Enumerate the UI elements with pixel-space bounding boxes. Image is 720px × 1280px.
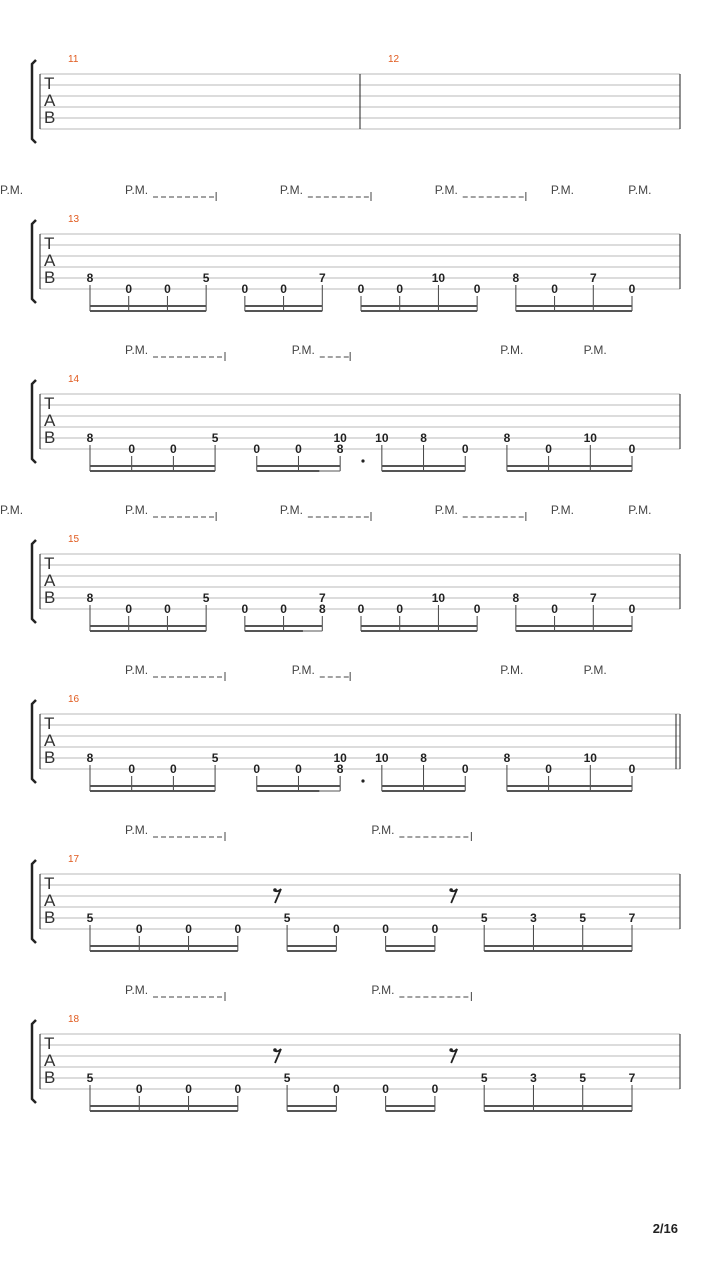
- fret-number: 0: [333, 922, 340, 936]
- palm-mute-label: P.M.: [434, 183, 458, 197]
- fret-number: 0: [551, 282, 558, 296]
- tab-clef-letter: A: [44, 251, 56, 270]
- system-bracket: [32, 1020, 36, 1103]
- fret-number: 0: [396, 282, 404, 296]
- fret-number: 5: [579, 911, 587, 925]
- fret-number: 0: [170, 762, 177, 776]
- fret-number: 0: [357, 602, 365, 616]
- fret-number: 8: [336, 762, 344, 776]
- measure-number: 18: [68, 1014, 80, 1025]
- rhythm-dot: [361, 459, 364, 462]
- fret-number: 0: [628, 602, 636, 616]
- fret-number: 5: [211, 431, 219, 445]
- measure-number: 13: [68, 214, 80, 225]
- tab-clef-letter: A: [44, 571, 56, 590]
- tab-clef-letter: B: [44, 908, 56, 927]
- measure-number: 11: [68, 54, 79, 65]
- fret-number: 5: [211, 751, 219, 765]
- tab-clef-letter: T: [44, 1034, 55, 1053]
- tab-clef-letter: T: [44, 234, 55, 253]
- fret-number: 5: [202, 591, 210, 605]
- fret-number: 0: [551, 602, 558, 616]
- palm-mute-label: P.M.: [291, 663, 315, 677]
- fret-number: 5: [579, 1071, 587, 1085]
- system-bracket: [32, 220, 36, 303]
- tab-clef-letter: T: [44, 394, 55, 413]
- fret-number: 5: [86, 1071, 94, 1085]
- system-bracket: [32, 860, 36, 943]
- fret-number: 0: [128, 442, 136, 456]
- fret-number: 0: [234, 1082, 242, 1096]
- fret-number: 10: [431, 271, 446, 285]
- fret-number: 7: [589, 591, 597, 605]
- fret-number: 0: [253, 442, 261, 456]
- fret-number: 0: [461, 442, 469, 456]
- fret-number: 8: [503, 431, 511, 445]
- fret-number: 0: [280, 282, 287, 296]
- fret-number: 0: [135, 922, 143, 936]
- fret-number: 10: [583, 751, 597, 765]
- tab-clef-letter: A: [44, 1051, 56, 1070]
- fret-number: 0: [253, 762, 261, 776]
- fret-number: 0: [382, 1082, 389, 1096]
- fret-number: 5: [480, 911, 488, 925]
- fret-number: 0: [125, 282, 133, 296]
- tab-system-5: [32, 663, 680, 791]
- fret-number: 5: [202, 271, 210, 285]
- palm-mute-label: P.M.: [550, 183, 574, 197]
- tab-clef-letter: T: [44, 714, 55, 733]
- palm-mute-label: P.M.: [628, 183, 652, 197]
- palm-mute-label: P.M.: [434, 503, 458, 517]
- fret-number: 0: [234, 922, 242, 936]
- fret-number: 0: [473, 282, 481, 296]
- fret-number: 7: [628, 911, 636, 925]
- palm-mute-label: P.M.: [628, 503, 652, 517]
- palm-mute-label: P.M.: [125, 983, 149, 997]
- fret-number: 0: [185, 922, 192, 936]
- fret-number: 8: [336, 442, 344, 456]
- fret-number: 0: [382, 922, 389, 936]
- fret-number: 10: [431, 591, 446, 605]
- tab-clef-letter: T: [44, 554, 55, 573]
- eighth-rest-dot: [449, 1048, 453, 1052]
- fret-number: 5: [480, 1071, 488, 1085]
- fret-number: 10: [375, 751, 389, 765]
- fret-number: 8: [86, 591, 94, 605]
- fret-number: 8: [86, 751, 94, 765]
- tab-clef-letter: B: [44, 268, 56, 287]
- palm-mute-label: P.M.: [550, 503, 574, 517]
- fret-number: 8: [512, 591, 520, 605]
- fret-number: 0: [473, 602, 481, 616]
- tab-system-6: [32, 823, 680, 951]
- fret-number: 0: [431, 922, 439, 936]
- measure-number: 16: [68, 694, 80, 705]
- palm-mute-label: P.M.: [500, 343, 524, 357]
- fret-number: 0: [461, 762, 469, 776]
- fret-number: 0: [164, 282, 171, 296]
- fret-number: 0: [295, 442, 302, 456]
- fret-number: 8: [420, 431, 427, 445]
- fret-number: 5: [283, 1071, 291, 1085]
- palm-mute-label: P.M.: [279, 503, 303, 517]
- fret-number: 0: [185, 1082, 192, 1096]
- tab-clef-letter: T: [44, 874, 55, 893]
- palm-mute-label: P.M.: [0, 503, 24, 517]
- fret-number: 0: [164, 602, 171, 616]
- fret-number: 8: [318, 602, 326, 616]
- palm-mute-label: P.M.: [291, 343, 315, 357]
- fret-number: 0: [396, 602, 404, 616]
- fret-number: 0: [545, 762, 552, 776]
- tab-clef-letter: B: [44, 748, 56, 767]
- rhythm-dot: [361, 779, 364, 782]
- fret-number: 0: [128, 762, 136, 776]
- fret-number: 7: [628, 1071, 636, 1085]
- page-number: 2/16: [652, 1221, 678, 1236]
- fret-number: 0: [545, 442, 552, 456]
- fret-number: 8: [503, 751, 511, 765]
- palm-mute-label: P.M.: [371, 983, 395, 997]
- fret-number: 3: [530, 1071, 537, 1085]
- fret-number: 0: [295, 762, 302, 776]
- tab-clef-letter: A: [44, 91, 56, 110]
- palm-mute-label: P.M.: [125, 503, 149, 517]
- fret-number: 3: [530, 911, 537, 925]
- tab-system-4: [0, 503, 680, 631]
- fret-number: 7: [318, 591, 326, 605]
- eighth-rest-dot: [273, 888, 277, 892]
- tab-clef-letter: T: [44, 74, 55, 93]
- fret-number: 5: [86, 911, 94, 925]
- eighth-rest-dot: [273, 1048, 277, 1052]
- tab-clef-letter: A: [44, 731, 56, 750]
- fret-number: 0: [628, 762, 636, 776]
- tab-clef-letter: A: [44, 891, 56, 910]
- palm-mute-label: P.M.: [500, 663, 524, 677]
- fret-number: 10: [375, 431, 389, 445]
- fret-number: 0: [357, 282, 365, 296]
- fret-number: 0: [333, 1082, 340, 1096]
- fret-number: 0: [125, 602, 133, 616]
- eighth-rest-dot: [449, 888, 453, 892]
- palm-mute-label: P.M.: [0, 183, 24, 197]
- fret-number: 0: [241, 602, 249, 616]
- tab-system-3: [32, 343, 680, 471]
- system-bracket: [32, 60, 36, 143]
- tab-clef-letter: B: [44, 428, 56, 447]
- tab-clef-letter: B: [44, 108, 56, 127]
- system-bracket: [32, 700, 36, 783]
- tab-system-2: [0, 183, 680, 311]
- palm-mute-label: P.M.: [125, 823, 149, 837]
- fret-number: 10: [333, 751, 347, 765]
- measure-number: 14: [68, 374, 80, 385]
- fret-number: 0: [241, 282, 249, 296]
- fret-number: 0: [431, 1082, 439, 1096]
- tab-clef-letter: B: [44, 588, 56, 607]
- palm-mute-label: P.M.: [371, 823, 395, 837]
- fret-number: 8: [86, 271, 94, 285]
- tab-clef-letter: A: [44, 411, 56, 430]
- fret-number: 0: [170, 442, 177, 456]
- fret-number: 10: [333, 431, 347, 445]
- palm-mute-label: P.M.: [125, 663, 149, 677]
- fret-number: 0: [135, 1082, 143, 1096]
- fret-number: 5: [283, 911, 291, 925]
- system-bracket: [32, 380, 36, 463]
- measure-number: 12: [388, 54, 400, 65]
- palm-mute-label: P.M.: [125, 183, 149, 197]
- palm-mute-label: P.M.: [279, 183, 303, 197]
- fret-number: 8: [420, 751, 427, 765]
- tab-clef-letter: B: [44, 1068, 56, 1087]
- palm-mute-label: P.M.: [583, 343, 607, 357]
- fret-number: 8: [512, 271, 520, 285]
- measure-number: 15: [68, 534, 80, 545]
- fret-number: 0: [628, 282, 636, 296]
- palm-mute-label: P.M.: [583, 663, 607, 677]
- fret-number: 7: [318, 271, 326, 285]
- fret-number: 0: [628, 442, 636, 456]
- tab-system-7: [32, 983, 680, 1111]
- fret-number: 7: [589, 271, 597, 285]
- palm-mute-label: P.M.: [125, 343, 149, 357]
- fret-number: 8: [86, 431, 94, 445]
- system-bracket: [32, 540, 36, 623]
- fret-number: 10: [583, 431, 597, 445]
- tab-system-1: [32, 54, 680, 143]
- measure-number: 17: [68, 854, 80, 865]
- fret-number: 0: [280, 602, 287, 616]
